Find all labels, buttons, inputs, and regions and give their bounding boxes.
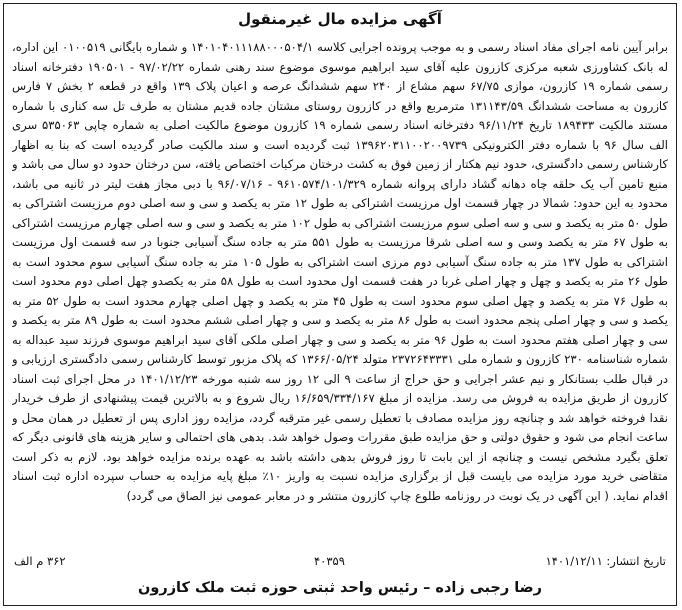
notice-code: ۳۶۲ م الف — [14, 554, 66, 568]
publication-meta — [14, 554, 666, 572]
notice-number: ۴۰۳۵۹ — [314, 554, 345, 568]
notice-body: برابر آیین نامه اجرای مفاد اسناد رسمی و به موجب پرونده اجرایی کلاسه ۱۴۰۱۰۴۰۱۱۱۸۸۰۰۰۵۰۴/۱ و شماره بایگانی ۰۱۰۰۵۱۹ این اداره، له بانک کشاورزی شعبه مرکزی کازرون علیه آقای سید ابراهیم موسوی موضوع سند رهنی شماره ۹۷/۰۲/۲۲ - ۱۹۰۵۰۱ دفترخانه اسناد رسمی شماره ۱۹ کازرون، موازی ۶۷/۷۵ سهم مشاع از ۲۴۰ سهم ششدانگ عرصه و اعیان پلاک ۱۳۹ واقع در قطعه ۲ بخش ۷ فارس کازرون به مساحت ششدانگ ۱۳۱۱۴۳/۵۹ مترمربع واقع در کازرون روستای مشتان جاده قدیم مشتان به طرف تل سه کناری با شماره مستند مالکیت ۱۸۹۴۳۳ تاریخ ۹۶/۱۱/۲۴ دفترخانه اسناد رسمی شماره ۱۹ کازرون موضوع مالکیت اصلی به شماره چاپی ۵۳۵۰۶۳ سری الف سال ۹۶ با شماره دفتر الکترونیکی ۱۳۹۶۲۰۳۱۱۰۰۲۰۰۹۷۳۹ ثبت گردیده است و سند مالکیت صادر گردیده است که بنا به اظهار کارشناس رسمی دادگستری، حدود نیم هکتار از زمین فوق به کشت درختان مرکبات اختصاص یافته، سن درختان حدود دو سال می باشد و منبع تامین آب یک حلقه چاه دهانه گشاد دارای پروانه شماره ۹۶۱۰۵۷۴/۱۰۱/۳۲۹ - ۹۶/۰۷/۱۶ با دبی مجاز هفت لیتر در ثانیه می باشد، محدود به این حدود: شمالا در چهار قسمت اول مرزیست اشتراکی به طول ۱۲ متر به یکصد و سی و سه اصلی دوم مرزیست اشتراکی به طول ۵۰ متر به یکصد و سی و سه اصلی سوم مرزیست اشتراکی به طول ۱۰۲ متر به یکصد و سی و سه اصلی چهارم مرزیست اشتراکی به طول ۶۷ متر به یکصد وسی و سه اصلی شرقا مرزیست به طول ۵۵۱ متر به جاده سنگ آسیابی جنوبا در سه قسمت اول مرزیست اشتراکی به طول ۱۳۷ متر به جاده سنگ آسیابی دوم مرزی است اشتراکی به طول ۱۰۵ متر به جاده سنگ آسیابی سوم محدود است به طول ۲۶ متر به یکصد و چهل و چهار اصلی غربا در هفت قسمت اول محدود است به طول ۵۸ متر به یکصدو چهل اصلی دوم محدود است به طول ۷۶ متر به یکصد و چهل اصلی سوم محدود است به طول ۴۵ متر به یکصد و چهل اصلی چهارم محدود است به طول ۵۲ متر به یکصد و سی و چهار اصلی پنجم محدود است به طول ۸۶ متر به یکصد و سی و چهار اصلی ششم محدود است به طول ۸۹ متر به یکصد و سی و چهار اصلی هفتم محدود است به طول ۹۶ متر به یکصد و سی و چهار اصلی ملکی آقای سید ابراهیم موسوی فرزند سید عبداله به شماره شناسنامه ۲۳۰ کازرون و شماره ملی ۲۳۷۲۶۴۳۳۳۱ متولد ۱۳۶۶/۰۵/۲۴ که پلاک مزبور توسط کارشناس رسمی دادگستری ارزیابی و در قبال طلب بستانکار و نیم عشر اجرایی و حق حراج از ساعت ۹ الی ۱۲ روز سه شنبه مورخه ۱۴۰۱/۱۲/۲۳ در محل اجرای ثبت اسناد کازرون از طریق مزایده به فروش می رسد. مزایده از مبلغ ۱۶/۶۵۹/۳۳۴/۱۶۷ ریال شروع و به بالاترین قیمت پیشنهادی از طرف خریدار نقدا فروخته خواهد شد و چنانچه روز مزایده مصادف با تعطیل رسمی غیر مترقبه گردد، مزایده روز اداری پس از تعطیل در همان محل و ساعت انجام می شود و حقوق دولتی و حق مزایده طبق مقررات وصول خواهد شد. بدهی های احتمالی و سایر هزینه های قانونی دیگر که تعلق بگیرد مشخص نیست و چنانچه از این بابت تا روز فروش بدهی داشته باشد به عهده برنده مزایده خواهد بود. لازم به ذکر است متقاضی خرید مورد مزایده می بایست قبل از برگزاری مزایده نسبت به واریز ۱۰٪ مبلغ پایه مزایده به حساب سپرده اداره ثبت اسناد اقدام نماید. ( این آگهی در یک نوبت در روزنامه طلوع چاپ کازرون منتشر و در معابر عمومی نیز الصاق می گردد) — [12, 40, 668, 503]
publication-date: تاریخ انتشار: ۱۴۰۱/۱۲/۱۱ — [545, 554, 666, 568]
signature: رضا رجبی زاده – رئیس واحد ثبتی حوزه ثبت ملک کازرون — [137, 580, 543, 596]
notice-frame — [3, 3, 677, 606]
notice-title: آگهی مزایده مال غیرمنقول — [238, 10, 442, 28]
